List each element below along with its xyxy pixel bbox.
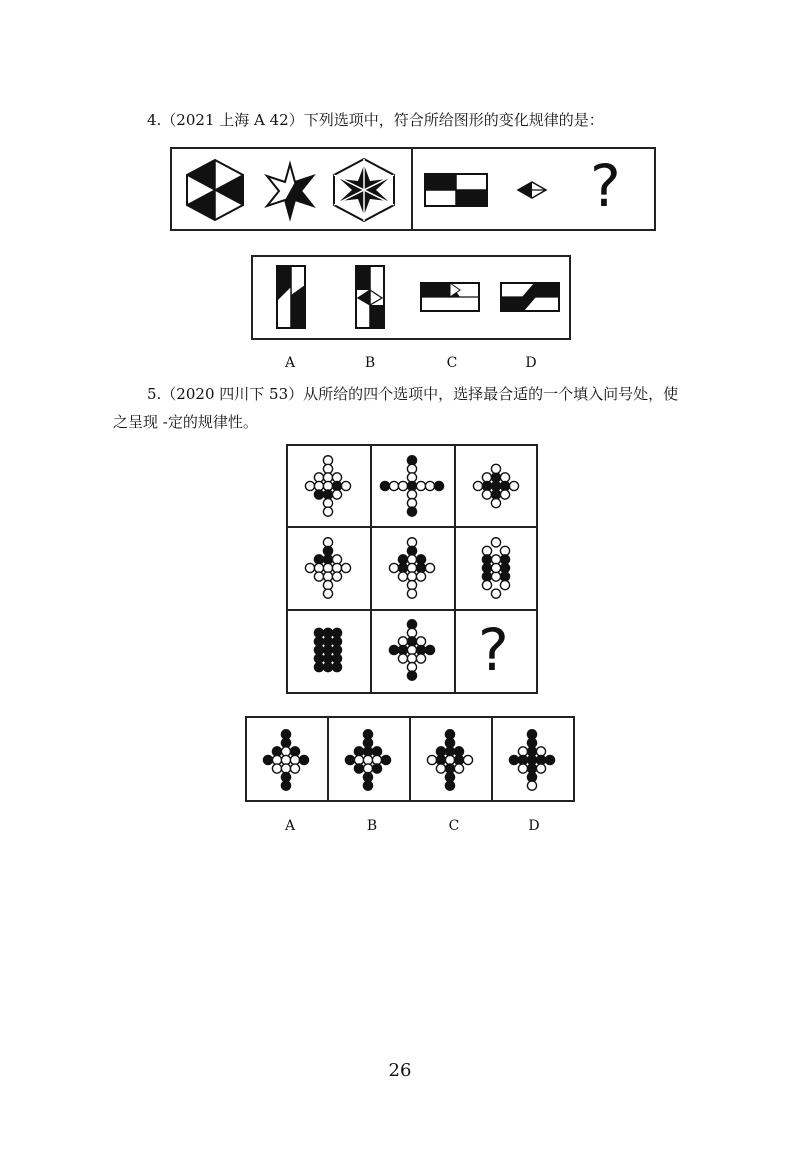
dot	[416, 555, 425, 564]
dot	[290, 755, 299, 764]
dot	[527, 738, 536, 747]
dot	[527, 764, 536, 773]
dot	[463, 755, 472, 764]
dot	[363, 764, 372, 773]
dot	[491, 473, 500, 482]
q4-option-b-figure	[355, 265, 385, 329]
dot	[314, 555, 323, 564]
dot	[416, 637, 425, 646]
q5-cell-1	[288, 446, 368, 526]
q4-option-b-label: B	[364, 355, 376, 371]
dot	[263, 755, 272, 764]
dot	[518, 747, 527, 756]
q4-option-d-figure	[500, 282, 560, 312]
dot	[407, 507, 416, 516]
dot	[323, 507, 332, 516]
dot	[482, 563, 491, 572]
dot	[482, 473, 491, 482]
dot	[427, 755, 436, 764]
question-4-text: 4.（2021 上海 A 42）下列选项中，符合所给图形的变化规律的是：	[147, 111, 604, 129]
dot	[332, 637, 341, 646]
dot	[407, 473, 416, 482]
q4-figure-small-diamond	[517, 181, 547, 199]
dot	[445, 738, 454, 747]
dot	[407, 572, 416, 581]
dot	[332, 628, 341, 637]
dot	[332, 663, 341, 672]
dot	[272, 764, 281, 773]
dot	[527, 730, 536, 739]
question-5-text-line1: 5.（2020 四川下 53）从所给的四个选项中，选择最合适的一个填入问号处，使	[147, 385, 679, 403]
q5-cell-2	[372, 446, 452, 526]
dot	[491, 481, 500, 490]
dot	[500, 490, 509, 499]
dot	[407, 481, 416, 490]
dot	[407, 546, 416, 555]
dot	[332, 654, 341, 663]
dot	[425, 481, 434, 490]
q5-cell-7	[288, 610, 368, 690]
dot	[398, 555, 407, 564]
dot	[323, 464, 332, 473]
dot	[372, 747, 381, 756]
dot	[500, 572, 509, 581]
dot	[314, 481, 323, 490]
dot	[425, 563, 434, 572]
dot	[314, 563, 323, 572]
dot	[416, 645, 425, 654]
dot	[398, 637, 407, 646]
dot	[314, 645, 323, 654]
dot	[323, 499, 332, 508]
dot	[323, 563, 332, 572]
dot	[473, 481, 482, 490]
dot	[381, 755, 390, 764]
dot	[389, 481, 398, 490]
q4-figure-six-point-star	[263, 162, 317, 220]
q4-option-c-figure	[420, 282, 480, 312]
dot	[527, 773, 536, 782]
q4-figure-hexagon-halfshaded	[185, 158, 245, 222]
dot	[454, 764, 463, 773]
dot	[491, 563, 500, 572]
dot	[436, 764, 445, 773]
dot	[389, 563, 398, 572]
dot	[445, 755, 454, 764]
q5-option-c-figure	[410, 720, 490, 800]
dot	[482, 572, 491, 581]
dot	[482, 481, 491, 490]
dot	[354, 747, 363, 756]
dot	[314, 572, 323, 581]
dot	[482, 490, 491, 499]
dot	[314, 473, 323, 482]
dot	[332, 481, 341, 490]
dot	[341, 481, 350, 490]
dot	[491, 490, 500, 499]
dot	[363, 773, 372, 782]
dot	[416, 654, 425, 663]
dot	[407, 663, 416, 672]
dot	[281, 781, 290, 790]
dot	[536, 747, 545, 756]
q5-option-a-label: A	[284, 818, 296, 834]
dot	[323, 654, 332, 663]
dot	[314, 637, 323, 646]
dot	[323, 628, 332, 637]
dot	[509, 755, 518, 764]
dot	[500, 473, 509, 482]
dot	[482, 546, 491, 555]
q5-cell-4	[288, 528, 368, 608]
q4-option-a-label: A	[284, 355, 296, 371]
dot	[527, 781, 536, 790]
q4-figure-split-rectangle	[424, 173, 488, 207]
dot	[491, 555, 500, 564]
q5-cell-8	[372, 610, 452, 690]
q5-option-d-label: D	[528, 818, 540, 834]
question-5-text-line2: 之呈现 -定的规律性。	[113, 413, 258, 431]
dot	[281, 755, 290, 764]
q5-cell-3	[456, 446, 536, 526]
dot	[491, 572, 500, 581]
dot	[323, 663, 332, 672]
dot	[323, 637, 332, 646]
dot	[332, 490, 341, 499]
dot	[372, 764, 381, 773]
dot	[398, 654, 407, 663]
dot	[281, 764, 290, 773]
dot	[323, 481, 332, 490]
dot	[518, 755, 527, 764]
dot	[407, 499, 416, 508]
dot	[500, 563, 509, 572]
dot	[491, 499, 500, 508]
dot	[436, 755, 445, 764]
dot	[314, 628, 323, 637]
q4-divider	[411, 147, 413, 231]
dot	[281, 730, 290, 739]
dot	[323, 581, 332, 590]
dot	[491, 538, 500, 547]
dot	[281, 747, 290, 756]
q4-option-c-label: C	[446, 355, 458, 371]
dot	[407, 555, 416, 564]
dot	[482, 555, 491, 564]
dot	[341, 563, 350, 572]
dot	[398, 645, 407, 654]
dot	[323, 456, 332, 465]
dot	[416, 572, 425, 581]
dot	[407, 654, 416, 663]
q5-option-c-label: C	[448, 818, 460, 834]
dot	[372, 755, 381, 764]
q5-option-a-figure	[246, 720, 326, 800]
q4-option-a-figure	[276, 265, 306, 329]
dot	[363, 730, 372, 739]
q5-question-mark: ?	[478, 616, 509, 684]
dot	[491, 589, 500, 598]
dot	[345, 755, 354, 764]
dot	[509, 481, 518, 490]
dot	[454, 755, 463, 764]
dot	[407, 628, 416, 637]
dot	[500, 481, 509, 490]
dot	[407, 563, 416, 572]
dot	[323, 555, 332, 564]
dot	[527, 755, 536, 764]
dot	[305, 563, 314, 572]
page-number: 26	[388, 1060, 412, 1081]
dot	[500, 555, 509, 564]
dot	[314, 663, 323, 672]
dot	[323, 490, 332, 499]
dot	[398, 563, 407, 572]
dot	[536, 755, 545, 764]
dot	[407, 490, 416, 499]
dot	[407, 456, 416, 465]
dot	[445, 773, 454, 782]
dot	[314, 654, 323, 663]
dot	[407, 538, 416, 547]
dot	[416, 563, 425, 572]
dot	[436, 747, 445, 756]
q4-question-mark: ?	[590, 152, 621, 220]
dot	[290, 747, 299, 756]
dot	[323, 645, 332, 654]
dot	[407, 589, 416, 598]
dot	[398, 481, 407, 490]
dot	[454, 747, 463, 756]
dot	[332, 555, 341, 564]
dot	[363, 755, 372, 764]
dot	[323, 538, 332, 547]
dot	[363, 781, 372, 790]
dot	[314, 490, 323, 499]
dot	[527, 747, 536, 756]
dot	[323, 572, 332, 581]
q5-cell-5	[372, 528, 452, 608]
dot	[389, 645, 398, 654]
dot	[299, 755, 308, 764]
dot	[398, 572, 407, 581]
dot	[332, 572, 341, 581]
dot	[332, 563, 341, 572]
dot	[491, 464, 500, 473]
dot	[332, 645, 341, 654]
dot	[407, 645, 416, 654]
dot	[281, 738, 290, 747]
dot	[445, 747, 454, 756]
dot	[380, 481, 389, 490]
dot	[445, 764, 454, 773]
dot	[445, 730, 454, 739]
dot	[323, 589, 332, 598]
dot	[363, 738, 372, 747]
dot	[425, 645, 434, 654]
dot	[272, 755, 281, 764]
dot	[407, 671, 416, 680]
q4-option-d-label: D	[525, 355, 537, 371]
q5-option-b-figure	[328, 720, 408, 800]
q4-figure-hexagon-star	[332, 157, 396, 223]
dot	[281, 773, 290, 782]
dot	[407, 581, 416, 590]
dot	[500, 581, 509, 590]
q5-option-b-label: B	[366, 818, 378, 834]
dot	[518, 764, 527, 773]
dot	[305, 481, 314, 490]
q5-cell-6	[456, 528, 536, 608]
dot	[545, 755, 554, 764]
dot	[407, 637, 416, 646]
dot	[354, 764, 363, 773]
dot	[416, 481, 425, 490]
dot	[536, 764, 545, 773]
dot	[323, 546, 332, 555]
dot	[272, 747, 281, 756]
dot	[500, 546, 509, 555]
dot	[323, 473, 332, 482]
dot	[445, 781, 454, 790]
dot	[482, 581, 491, 590]
dot	[434, 481, 443, 490]
dot	[407, 464, 416, 473]
dot	[363, 747, 372, 756]
dot	[290, 764, 299, 773]
dot	[332, 473, 341, 482]
dot	[407, 620, 416, 629]
dot	[354, 755, 363, 764]
q5-option-d-figure	[492, 720, 572, 800]
